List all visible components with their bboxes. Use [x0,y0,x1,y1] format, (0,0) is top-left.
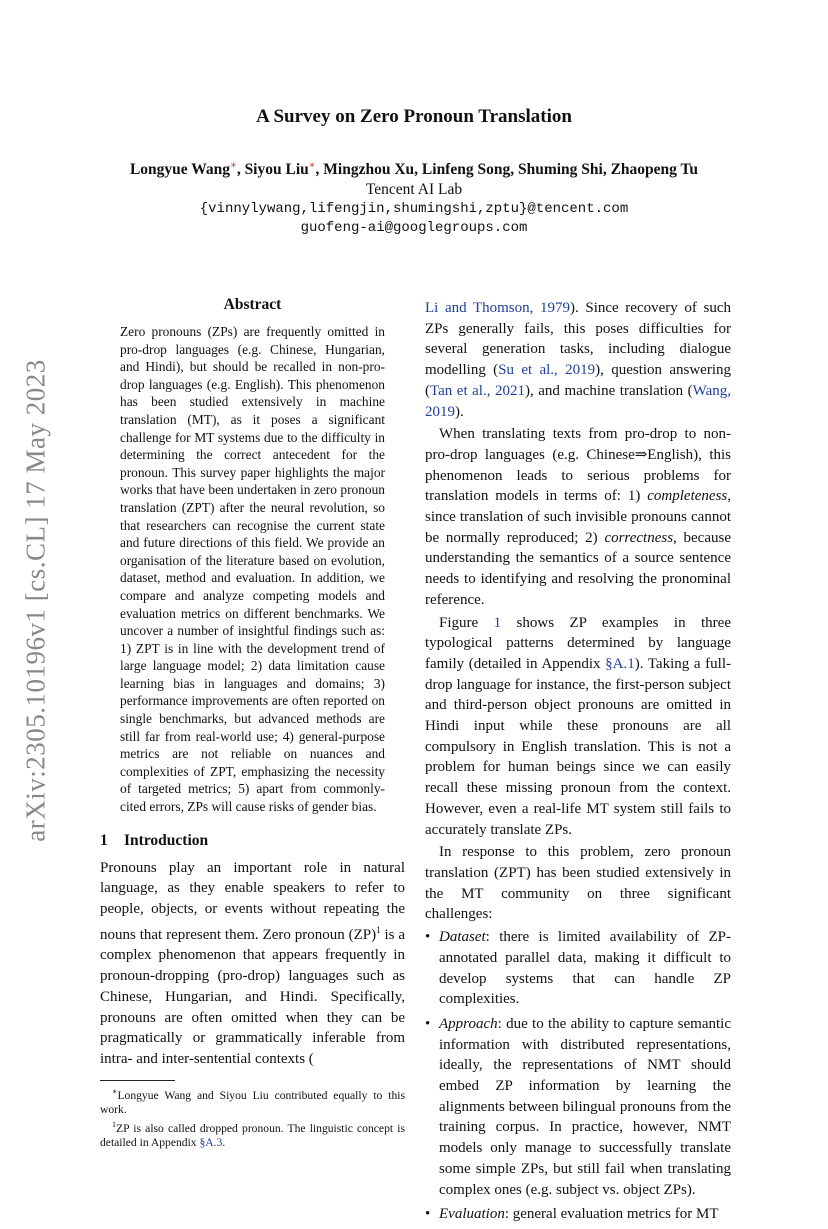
intro-paragraph-2: When translating texts from pro-drop to non-pro-drop languages (e.g. Chinese⇒English), this phenomenon leads to serious problems for translation models in terms of: 1) completeness, since translation of such invisible pronouns cannot be normally reproduced; 2) correctness, because understanding the semantics of a source sentence needs to identifying and resolving the pronominal reference. [425,426,731,608]
author: Siyou Liu [244,161,309,179]
author: Linfeng Song [421,161,511,179]
challenge-list [425,927,731,1225]
footnote-equal-contribution: ∗Longyue Wang and Siyou Liu contributed equally to this work. [100,1086,405,1117]
equal-contribution-mark: ∗ [308,160,316,171]
section-number: 1 [100,831,108,849]
author: Zhaopeng Tu [610,161,699,179]
left-column [100,296,405,1150]
author-list: Longyue Wang∗, Siyou Liu∗, Mingzhou Xu, Linfeng Song, Shuming Shi, Zhaopeng Tu [129,160,699,179]
term-completeness: completeness [647,488,728,505]
arxiv-identifier: arXiv:2305.10196v1 [cs.CL] 17 May 2023 [20,358,51,842]
citation-link[interactable]: Li and Thomson, 1979 [425,300,570,316]
citation-link[interactable]: Tan et al., 2021 [430,382,525,399]
equal-contribution-mark: ∗ [230,160,237,171]
figure-link[interactable]: 1 [493,614,502,631]
intro-paragraph-1: Pronouns play an important role in natural language, as they enable speakers to refer to people, objects, or events without repeating the nouns that represent them. Zero pronoun (ZP)$^1$ is a complex phenomenon that appears frequently in pronoun-dropping (pro-drop) languages such as Chinese, Hungarian, and Hindi. Specifically, pronouns are often omitted when they can be pragmatically or grammatically inferable from intra- and inter-sentential contexts ( [100,859,405,1067]
section-heading-introduction [100,832,405,850]
author: Shuming Shi [517,161,603,179]
author: Mingzhou Xu [323,161,415,179]
term-correctness: correctness [604,529,674,546]
footnote-divider [100,1080,175,1081]
paper-title: A Survey on Zero Pronoun Translation [256,106,572,127]
appendix-link[interactable]: §A.3 [199,1135,223,1149]
arxiv-sidebar-stamp [16,340,56,860]
intro-paragraph-3: Figure 1 shows ZP examples in three typological patterns determined by language family (detailed in Appendix §A.1). Taking a full-drop language for instance, the first-person subject and third-person object pronouns are omitted in Hindi input while these pronouns are all compulsory in English translation. This is not a problem for human beings since we can easily recall these missing pronoun from the context. However, even a real-life MT system still fails to accurately translate ZPs. [425,614,731,838]
intro-paragraph-1-continued: Li and Thomson, 1979). Since recovery of such ZPs generally fails, this poses difficulties for several generation tasks, including dialogue modelling (Su et al., 2019), question answering (Tan et al., 2021), and machine translation (Wang, 2019). [425,300,731,420]
citation-link[interactable]: Su et al., 2019 [498,362,596,379]
list-item: • Approach: due to the ability to capture semantic information with distributed representations, ideally, the representations of NMT should embed ZP information by learning the alignments between bilingual pronouns from the training corpus. In practice, however, NMT models only manage to successfully translate some simple ZPs, but still fail when translating complex ones (e.g. subject vs. object ZPs). [425,1014,731,1200]
group-email: guofeng-ai@googlegroups.com [300,220,528,236]
affiliation: Tencent AI Lab [365,181,463,198]
list-item: • Evaluation: general evaluation metrics for MT [425,1204,731,1225]
abstract-text: Zero pronouns (ZPs) are frequently omitted in pro-drop languages (e.g. Chinese, Hungarian, and Hindi), but should be recalled in non-pro-drop languages (e.g. English). This phenomenon has been studied extensively in machine translation (MT), as it poses a significant challenge for MT systems due to the difficulty in determining the correct antecedent for the pronoun. This survey paper highlights the major works that have been undertaken in zero pronoun translation (ZPT) after the neural revolution, so that researchers can recognise the current state and future directions of this field. We provide an organisation of the literature based on evolution, dataset, method and evaluation. In addition, we compare and analyze competing models and evaluation metrics on different benchmarks. We uncover a number of insightful findings such as: 1) ZPT is in line with the development trend of large language model; 2) data limitation cause learning bias in languages and domains; 3) performance improvements are often reported on single benchmarks, but advanced methods are still far from real-world use; 4) general-purpose metrics are not reliable on nuances and complexities of ZPT, emphasizing the necessity of targeted metrics; 5) apart from commonly-cited errors, ZPs will cause risks of gender bias. [120,324,385,815]
author-emails: {vinnylywang,lifengjin,shumingshi,zptu}@tencent.com [199,201,629,217]
section-title: Introduction [124,831,209,849]
footnote-ref[interactable]: 1 [376,924,381,935]
list-item: • Dataset: there is limited availability of ZP-annotated parallel data, making it difficult to develop systems that can handle ZP complexities. [425,927,731,1010]
intro-paragraph-4: In response to this problem, zero pronoun translation (ZPT) has been studied extensively in the MT community on three significant challenges: [425,844,731,923]
citation-link[interactable]: Wang, 2019 [425,382,731,420]
abstract-heading: Abstract [223,296,282,313]
author: Longyue Wang [129,161,231,179]
footnote-1: $^1$ZP is also called dropped pronoun. The linguistic concept is detailed in Appendix §A.3. [100,1119,405,1149]
right-column [425,298,731,1229]
appendix-link[interactable]: §A.1 [605,655,635,672]
